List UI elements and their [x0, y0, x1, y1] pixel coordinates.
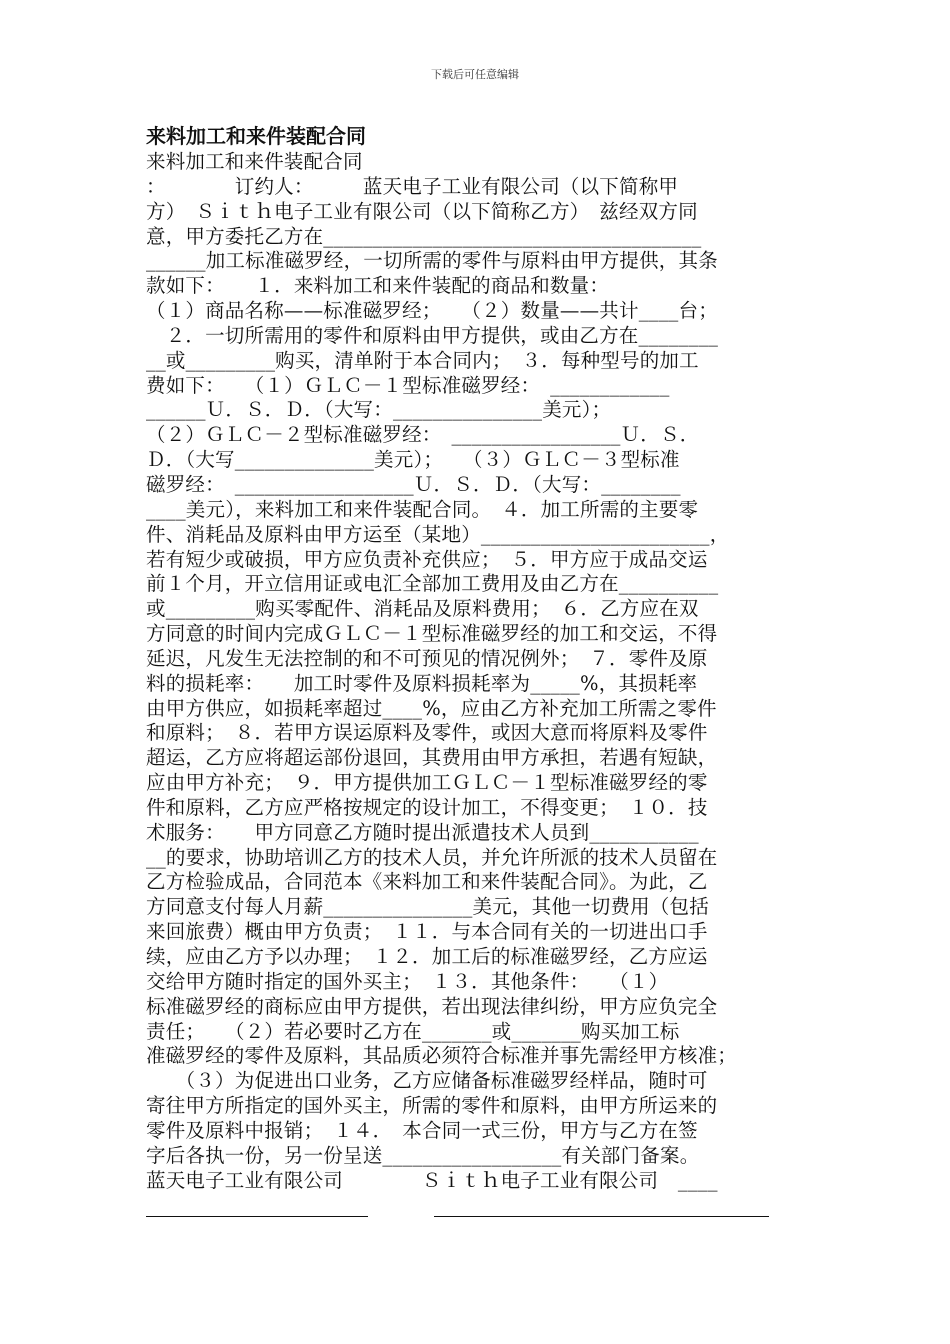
- body-line: __或_________购买，清单附于本合同内； ３．每种型号的加工: [146, 348, 699, 372]
- body-line: 方同意的时间内完成ＧＬＣ－１型标准磁罗经的加工和交运，不得: [146, 622, 718, 646]
- body-line: 款如下： １．来料加工和来件装配的商品和数量：: [146, 274, 610, 298]
- document-title: 来料加工和来件装配合同: [146, 124, 366, 148]
- body-line: Ｄ．（大写______________美元）； （３）ＧＬＣ－３型标准: [146, 448, 680, 472]
- body-line: ______加工标准磁罗经，一切所需的零件与原料由甲方提供，其条: [146, 249, 718, 273]
- body-line: 寄往甲方所指定的国外买主，所需的零件和原料，由甲方所运来的: [146, 1094, 718, 1118]
- body-line: 应由甲方补充； ９．甲方提供加工ＧＬＣ－１型标准磁罗经的零: [146, 771, 708, 795]
- body-line: 延迟，凡发生无法控制的和不可预见的情况例外； ７．零件及原: [146, 646, 708, 670]
- body-line: 标准磁罗经的商标应由甲方提供，若出现法律纠纷，甲方应负完全: [146, 994, 718, 1018]
- body-line: 费如下： （１）ＧＬＣ－１型标准磁罗经： ____________: [146, 373, 670, 397]
- body-line: 零件及原料中报销； １４． 本合同一式三份，甲方与乙方在签: [146, 1118, 698, 1142]
- body-line: 准磁罗经的零件及原料，其品质必须符合标准并事先需经甲方核准；: [146, 1044, 738, 1068]
- body-line: （２）ＧＬＣ－２型标准磁罗经： _________________Ｕ．Ｓ．: [146, 423, 700, 447]
- body-line: 磁罗经： __________________Ｕ．Ｓ．Ｄ．（大写：________: [146, 472, 681, 496]
- body-line: 和原料； ８．若甲方误运原料及零件，或因大意而将原料及零件: [146, 721, 708, 745]
- body-line: 来料加工和来件装配合同: [146, 150, 363, 173]
- body-line: （３）为促进出口业务，乙方应储备标准磁罗经样品，随时可: [146, 1069, 708, 1093]
- body-line: ２．一切所需用的零件和原料由甲方提供，或由乙方在________: [146, 323, 719, 347]
- body-line: ______Ｕ．Ｓ．Ｄ．（大写：_______________美元）；: [146, 398, 612, 422]
- body-line: 责任； （２）若必要时乙方在_______或_______购买加工标: [146, 1019, 680, 1043]
- body-line: 料的损耗率： 加工时零件及原料损耗率为_____%，其损耗率: [146, 671, 698, 695]
- body-line: 乙方检验成品，合同范本《来料加工和来件装配合同》。为此，乙: [146, 870, 708, 894]
- body-line: 超运，乙方应将超运部份退回，其费用由甲方承担，若遇有短缺，: [146, 746, 718, 770]
- body-line: ____美元），来料加工和来件装配合同。 ４．加工所需的主要零: [146, 497, 699, 521]
- body-line: 由甲方供应，如损耗率超过____%，应由乙方补充加工所需之零件: [146, 696, 717, 720]
- body-line: 来回旅费）概由甲方负责； １１．与本合同有关的一切进出口手: [146, 920, 708, 944]
- signature-lines: [146, 1216, 786, 1218]
- body-line: 方同意支付每人月薪_______________美元，其他一切费用（包括: [146, 895, 709, 919]
- body-line: 件和原料，乙方应严格按规定的设计加工，不得变更； １０．技: [146, 795, 708, 819]
- body-line: ： 订约人： 蓝天电子工业有限公司（以下简称甲: [146, 174, 679, 198]
- body-line: 前１个月，开立信用证或电汇全部加工费用及由乙方在__________: [146, 572, 719, 596]
- body-line: 续，应由乙方予以办理； １２．加工后的标准磁罗经，乙方应运: [146, 945, 708, 968]
- body-line: 方） Ｓｉｔｈ电子工业有限公司（以下简称乙方） 兹经双方同: [146, 199, 698, 223]
- signature-line-party-b: [434, 1216, 769, 1217]
- body-line: 件、消耗品及原料由甲方运至（某地）_______________________，: [146, 522, 730, 546]
- body-line: 蓝天电子工业有限公司 Ｓｉｔｈ电子工业有限公司 ____: [146, 1168, 718, 1192]
- body-line: 字后各执一份，另一份呈送__________________有关部门备案。: [146, 1143, 700, 1167]
- body-line: 或_________购买零配件、消耗品及原料费用； ６．乙方应在双: [146, 597, 699, 621]
- body-line: 术服务： 甲方同意乙方随时提出派遣技术人员到___________: [146, 820, 699, 844]
- page-header-note: 下载后可任意编辑: [431, 68, 519, 81]
- body-line: 交给甲方随时指定的国外买主； １３．其他条件： （１）: [146, 969, 669, 993]
- body-line: 若有短少或破损，甲方应负责补充供应； ５．甲方应于成品交运: [146, 547, 708, 571]
- body-line: （１）商品名称——标准磁罗经； （２）数量——共计____台；: [146, 299, 718, 323]
- signature-line-party-a: [146, 1216, 368, 1217]
- contract-body: [146, 150, 806, 1193]
- body-line: __的要求，协助培训乙方的技术人员，并允许所派的技术人员留在: [146, 845, 718, 869]
- body-line: 意，甲方委托乙方在______________________________________: [146, 224, 702, 248]
